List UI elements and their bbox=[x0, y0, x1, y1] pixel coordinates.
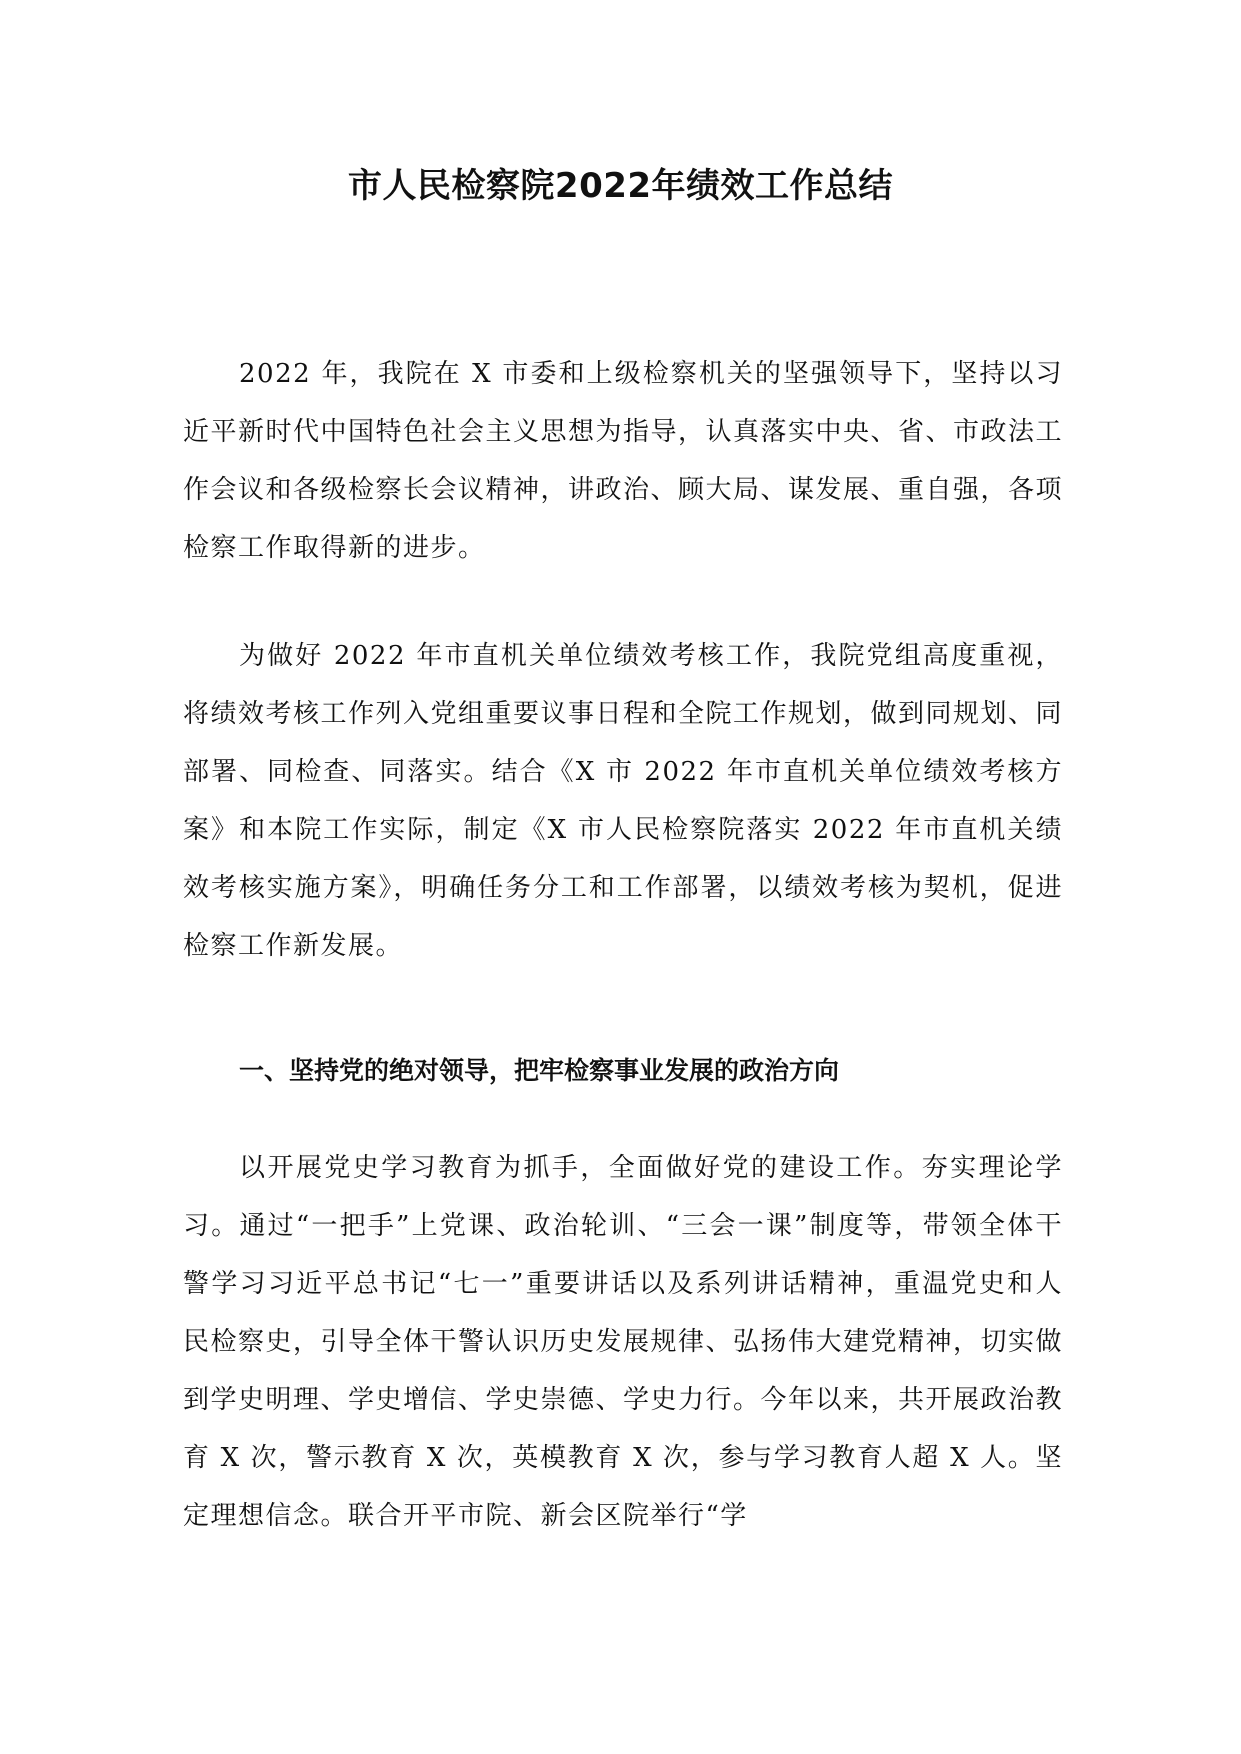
section-heading: 一、坚持党的绝对领导，把牢检察事业发展的政治方向 bbox=[239, 1056, 840, 1085]
performance-paragraph: 为做好 2022 年市直机关单位绩效考核工作，我院党组高度重视，将绩效考核工作列入党组重要议事日程和全院工作规划，做到同规划、同部署、同检查、同落实。结合《X 市 2022 年市直机关单位绩效考核方案》和本院工作实际，制定《X 市人民检察院落实 2022 年市直机关绩效考核实施方案》，明确任务分工和工作部署，以绩效考核为契机，促进检察工作新发展。 bbox=[183, 641, 1064, 961]
intro-paragraph: 2022 年，我院在 X 市委和上级检察机关的坚强领导下，坚持以习近平新时代中国特色社会主义思想为指导，认真落实中央、省、市政法工作会议和各级检察长会议精神，讲政治、顾大局、谋发展、重自强，各项检察工作取得新的进步。 bbox=[183, 359, 1064, 563]
section-paragraph: 以开展党史学习教育为抓手，全面做好党的建设工作。夯实理论学习。通过“一把手”上党课、政治轮训、“三会一课”制度等，带领全体干警学习习近平总书记“七一”重要讲话以及系列讲话精神，重温党史和人民检察史，引导全体干警认识历史发展规律、弘扬伟大建党精神，切实做到学史明理、学史增信、学史崇德、学史力行。今年以来，共开展政治教育 X 次，警示教育 X 次，英模教育 X 次，参与学习教育人超 X 人。坚定理想信念。联合开平市院、新会区院举行“学 bbox=[183, 1153, 1064, 1531]
document-title: 市人民检察院2022年绩效工作总结 bbox=[347, 166, 894, 206]
